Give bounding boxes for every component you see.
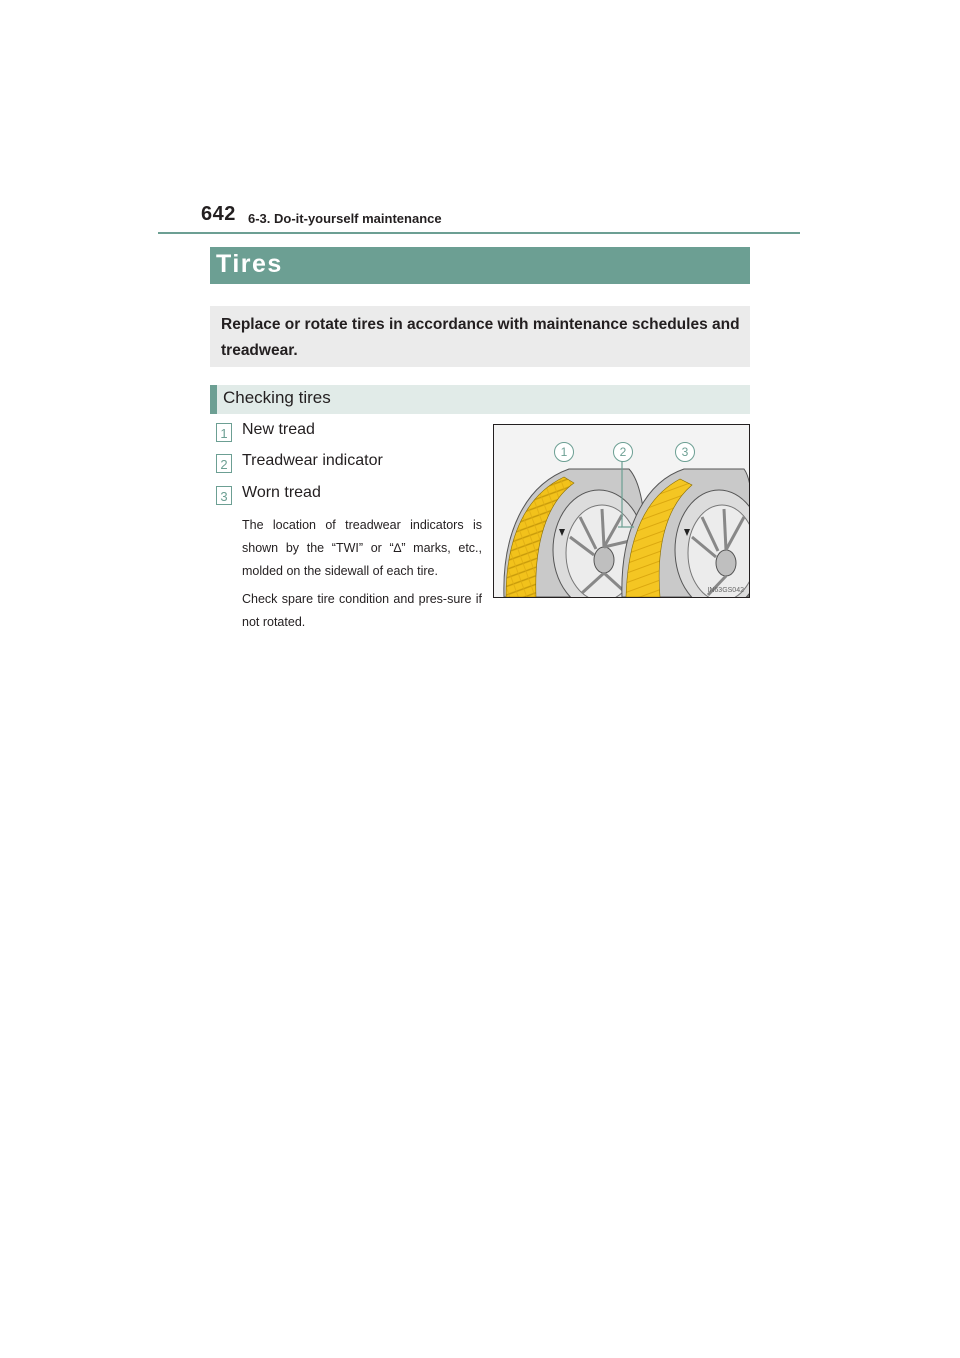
item-label: Worn tread [242, 484, 321, 501]
header-rule [158, 232, 800, 234]
list-item [216, 421, 315, 442]
tire-illustration [493, 424, 750, 598]
item-number-badge: 3 [216, 486, 232, 505]
callout-2-badge: 2 [613, 442, 633, 462]
subsection-title: Checking tires [223, 388, 331, 407]
section-label: 6-3. Do-it-yourself maintenance [248, 211, 442, 226]
page-title: Tires [216, 250, 283, 278]
item-number-badge: 1 [216, 423, 232, 442]
figure-code: IN63GS042 [707, 587, 744, 594]
page-number: 642 [201, 203, 236, 225]
list-item [216, 484, 321, 505]
intro-text: Replace or rotate tires in accordance with maintenance schedules and treadwear. [221, 316, 740, 359]
title-bar [210, 247, 750, 284]
intro-box [210, 306, 750, 367]
note-text: The location of treadwear indicators is shown by the “TWI” or “∆” marks, etc., molded on the sidewall of each tire. [242, 518, 482, 578]
item-number-badge: 2 [216, 454, 232, 473]
list-item [216, 452, 383, 473]
note-text: Check spare tire condition and pres-sure if not rotated. [242, 592, 482, 629]
callout-1-badge: 1 [554, 442, 574, 462]
subsection-bar [210, 385, 750, 414]
item-label: New tread [242, 421, 315, 438]
callout-3-badge: 3 [675, 442, 695, 462]
item-label: Treadwear indicator [242, 452, 383, 469]
